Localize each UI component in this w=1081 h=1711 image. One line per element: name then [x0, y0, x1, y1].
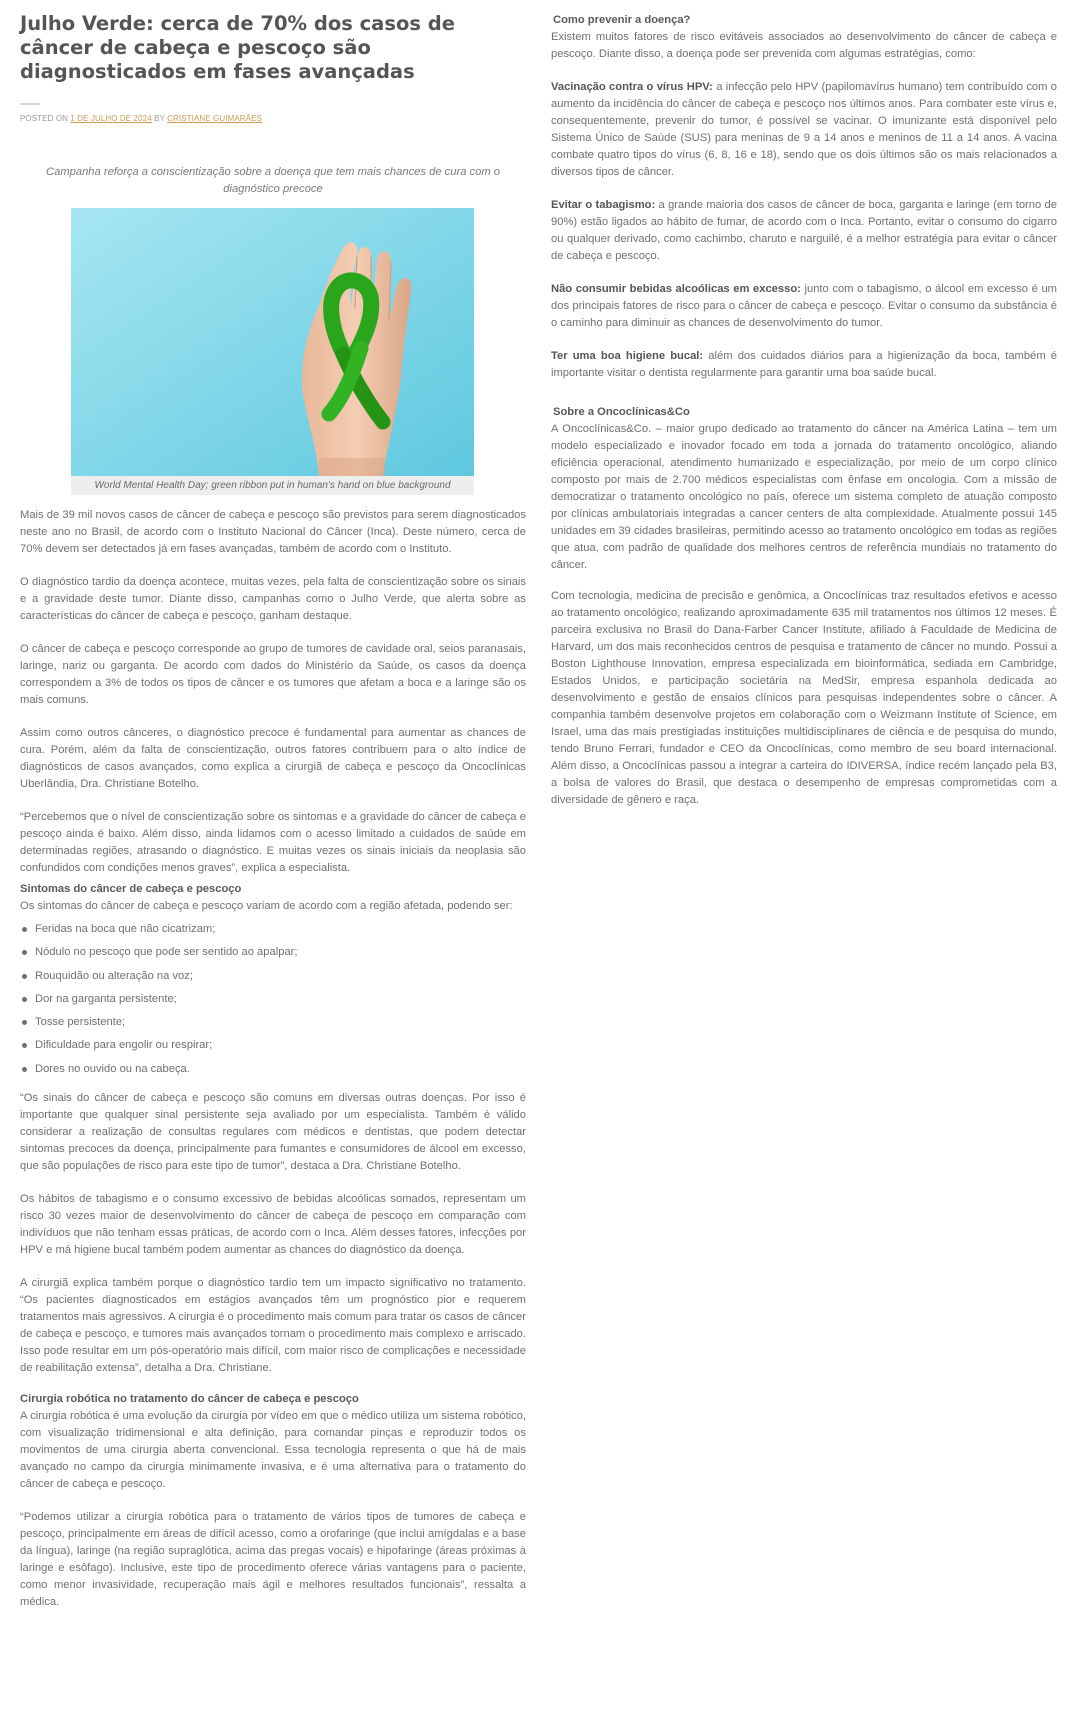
list-item: Dificuldade para engolir ou respirar;: [20, 1037, 526, 1054]
paragraph: A cirurgiã explica também porque o diagnóstico tardio tem um impacto significativo no tratamento. “Os pacientes diagnosticados em estágios avançados têm um prognóstico pior e requerem tratamentos mais agressivos. A cirurgia é o procedimento mais comum para tratar os casos de câncer de cabeça e pescoço, e tumores mais avançados tornam o procedimento mais complexo e arriscado. Isso pode resultar em um pós-operatório mais difícil, com maior risco de complicações e necessidade de reabilitação extensa”, detalha a Dra. Christiane.: [20, 1276, 526, 1374]
image-caption: World Mental Health Day; green ribbon put in human's hand on blue background: [94, 480, 451, 491]
paragraph: O câncer de cabeça e pescoço corresponde ao grupo de tumores de cavidade oral, seios paranasais, laringe, nariz ou garganta. De acordo com dados do Ministério da Saúde, os casos da doença correspondem a 3% de todos os tipos de câncer e os tumores que afetam a boca e a laringe são os mais comuns.: [20, 643, 526, 706]
post-meta: [20, 114, 526, 123]
quote-paragraph: “Percebemos que o nível de conscientização sobre os sintomas e a gravidade do câncer de cabeça e pescoço ainda é baixo. Além disso, ainda lidamos com o acesso limitado a cuidados de saúde em determinadas regiões, atrasando o diagnóstico. E muitas vezes os sinais iniciais da neoplasia são confundidos com condições menos graves”, explica a especialista.: [20, 811, 526, 874]
quote-paragraph: “Os sinais do câncer de cabeça e pescoço são comuns em diversas outras doenças. Por isso é importante que qualquer sinal persistente seja avaliado por um especialista. Também é válido considerar a realização de consultas regulares com médicos e dentistas, que podem detectar sintomas precoces da doença, principalmente para fumantes e consumidores de álcool em excesso, que são populações de risco para este tipo de tumor”, destaca a Dra. Christiane Botelho.: [20, 1091, 526, 1172]
article-lede: Campanha reforça a conscientização sobre a doença que tem mais chances de cura com o diagnóstico precoce: [46, 166, 500, 195]
paragraph: Os sintomas do câncer de cabeça e pescoço variam de acordo com a região afetada, podendo ser:: [20, 900, 513, 912]
list-item: Feridas na boca que não cicatrizam;: [20, 921, 526, 938]
bullet-icon: [22, 974, 27, 979]
paragraph: O diagnóstico tardio da doença acontece, muitas vezes, pela falta de conscientização sobre os sinais e a gravidade deste tumor. Diante disso, campanhas como o Julho Verde, que alerta sobre as características do câncer de cabeça e pescoço, ganham destaque.: [20, 576, 526, 622]
prevention-label: Vacinação contra o vírus HPV:: [551, 81, 713, 93]
title-divider: [20, 103, 40, 105]
prevention-item-hpv: Vacinação contra o vírus HPV: a infecção pelo HPV (papilomavírus humano) tem contribuído com o aumento da incidência do câncer de cabeça e pescoço nos últimos anos. Para combater este vírus e, consequentemente, prevenir do tumor, é possível se vacinar. O imunizante está disponível pelo Sistema Único de Saúde (SUS) para meninas de 9 a 14 anos e meninos de 11 a 14 anos. A vacina combate quatro tipos do vírus (6, 8, 16 e 18), sendo que os dois últimos são os mais relacionados a diversos tipos de câncer.: [551, 81, 1057, 178]
post-date-link[interactable]: 1 DE JULHO DE 2024: [70, 114, 152, 123]
prevention-label: Evitar o tabagismo:: [551, 199, 656, 211]
list-item: Dores no ouvido ou na cabeça.: [20, 1061, 526, 1078]
right-column: [551, 12, 1057, 825]
bullet-icon: [22, 950, 27, 955]
bullet-icon: [22, 1067, 27, 1072]
paragraph: A Oncoclínicas&Co. – maior grupo dedicado ao tratamento do câncer na América Latina – tem um modelo especializado e inovador focado em toda a jornada do tratamento oncológico, aliando eficiência operacional, atendimento humanizado e especialização, por meio de um corpo clínico composto por mais de 2.700 médicos especialistas com ênfase em oncologia. Com a missão de democratizar o tratamento oncológico no país, oferece um sistema completo de atuação composto por clínicas ambulatoriais integradas a cancer centers de alta complexidade. Atualmente possui 145 unidades em 39 cidades brasileiras, permitindo acesso ao tratamento oncológico em todas as regiões que atua, com padrão de qualidade dos melhores centros de referência mundiais no tratamento do câncer.: [551, 423, 1057, 571]
prevention-item-higiene: Ter uma boa higiene bucal: além dos cuidados diários para a higienização da boca, também é importante visitar o dentista regularmente para garantir uma boa saúde bucal.: [551, 350, 1057, 379]
bullet-icon: [22, 997, 27, 1002]
list-item: Tosse persistente;: [20, 1014, 526, 1031]
left-column: [20, 12, 526, 1627]
bullet-icon: [22, 1020, 27, 1025]
list-item: Nódulo no pescoço que pode ser sentido ao apalpar;: [20, 944, 526, 961]
section-heading-sintomas: Sintomas do câncer de cabeça e pescoço: [20, 883, 242, 895]
paragraph: Existem muitos fatores de risco evitáveis associados ao desenvolvimento do câncer de cabeça e pescoço. Diante disso, a doença pode ser prevenida com algumas estratégias, como:: [551, 31, 1057, 60]
quote-paragraph: “Podemos utilizar a cirurgia robótica para o tratamento de vários tipos de tumores de cabeça e pescoço, principalmente em áreas de difícil acesso, como a orofaringe (que inclui amígdalas e a base da língua), laringe (na região supraglótica, acima das pregas vocais) e hipofaringe (áreas próximas à laringe e esôfago). Inclusive, este tipo de procedimento oferece várias vantagens para o paciente, como menor invasividade, recuperação mais ágil e melhores resultados funcionais”, ressalta a médica.: [20, 1510, 526, 1608]
paragraph: Com tecnologia, medicina de precisão e genômica, a Oncoclínicas traz resultados efetivos e acesso ao tratamento oncológico, realizando aproximadamente 635 mil tratamentos nos últimos 12 meses. É parceira exclusiva no Brasil do Dana-Farber Cancer Institute, afiliado à Faculdade de Medicina de Harvard, um dos mais reconhecidos centros de pesquisa e tratamento de câncer no mundo. Possui a Boston Lighthouse Innovation, empresa especializada em bioinformática, sediada em Cambridge, Estados Unidos, e participação societária na MedSir, empresa espanhola dedicada ao desenvolvimento e gestão de ensaios clínicos para pesquisas independentes sobre o câncer. A companhia também desenvolve projetos em colaboração com o Weizmann Institute of Science, em Israel, uma das mais prestigiadas instituições multidisciplinares de ciência e de pesquisa do mundo, tendo Bruno Ferrari, fundador e CEO da Oncoclínicas, como membro de seu board internacional. Além disso, a Oncoclínicas passou a integrar a carteira do IDIVERSA, índice recém lançado pela B3, a bolsa de valores do Brasil, que destaca o desempenho de empresas comprometidas com a diversidade de gênero e raça.: [551, 590, 1057, 806]
symptoms-list: [20, 921, 526, 1078]
paragraph: Assim como outros cânceres, o diagnóstico precoce é fundamental para aumentar as chances de cura. Porém, além da falta de conscientização, outros fatores contribuem para o alto índice de diagnósticos de casos avançados, como explica a cirurgiã de cabeça e pescoço da Oncoclínicas Uberlândia, Dra. Christiane Botelho.: [20, 727, 526, 790]
by-label: BY: [154, 114, 165, 123]
list-item: Dor na garganta persistente;: [20, 991, 526, 1008]
prevention-label: Não consumir bebidas alcoólicas em excesso:: [551, 283, 801, 295]
article-figure: [71, 208, 474, 495]
article-title: Julho Verde: cerca de 70% dos casos de câncer de cabeça e pescoço são diagnosticados em fases avançadas: [20, 12, 455, 83]
prevention-label: Ter uma boa higiene bucal:: [551, 350, 704, 362]
paragraph: A cirurgia robótica é uma evolução da cirurgia por vídeo em que o médico utiliza um sistema robótico, com visualização tridimensional e alta definição, para comandar pinças e reproduzir todos os movimentos de uma cirurgia aberta convencional. Essa tecnologia representa o que há de mais avançado no campo da cirurgia minimamente invasiva, e é uma alternativa para o tratamento do câncer de cabeça e pescoço.: [20, 1409, 526, 1490]
section-heading-prevenir: Como prevenir a doença?: [553, 14, 691, 26]
bullet-icon: [22, 1043, 27, 1048]
section-heading-sobre: Sobre a Oncoclínicas&Co: [553, 406, 690, 418]
posted-on-label: POSTED ON: [20, 114, 69, 123]
paragraph: Mais de 39 mil novos casos de câncer de cabeça e pescoço são previstos para serem diagnosticados neste ano no Brasil, de acordo com o Instituto Nacional do Câncer (Inca). Deste número, cerca de 70% devem ser detectados já em fases avançadas, também de acordo com o Instituto.: [20, 509, 526, 555]
prevention-item-tabagismo: Evitar o tabagismo: a grande maioria dos casos de câncer de boca, garganta e laringe (em torno de 90%) estão ligados ao hábito de fumar, de acordo com o Inca. Portanto, evitar o consumo do cigarro ou qualquer derivado, como cachimbo, charuto e narguilé, é a melhor estratégia para evitar o câncer de cabeça e pescoço.: [551, 199, 1057, 262]
author-link[interactable]: CRISTIANE GUIMARÃES: [167, 114, 262, 123]
bullet-icon: [22, 927, 27, 932]
green-ribbon-hand-image: [71, 208, 474, 476]
list-item: Rouquidão ou alteração na voz;: [20, 968, 526, 985]
paragraph: Os hábitos de tabagismo e o consumo excessivo de bebidas alcoólicas somados, representam um risco 30 vezes maior de desenvolvimento do câncer de cabeça de pescoço em comparação com indivíduos que não tenham essas práticas, de acordo com o Inca. Além desses fatores, infecções por HPV e má higiene bucal também podem aumentar as chances do diagnóstico da doença.: [20, 1192, 526, 1256]
section-heading-cirurgia: Cirurgia robótica no tratamento do câncer de cabeça e pescoço: [20, 1392, 359, 1405]
prevention-item-alcool: Não consumir bebidas alcoólicas em excesso: junto com o tabagismo, o álcool em excesso é um dos principais fatores de risco para o câncer de cabeça e pescoço. Evitar o consumo da substância é o caminho para diminuir as chances de desenvolvimento do tumor.: [551, 283, 1057, 329]
